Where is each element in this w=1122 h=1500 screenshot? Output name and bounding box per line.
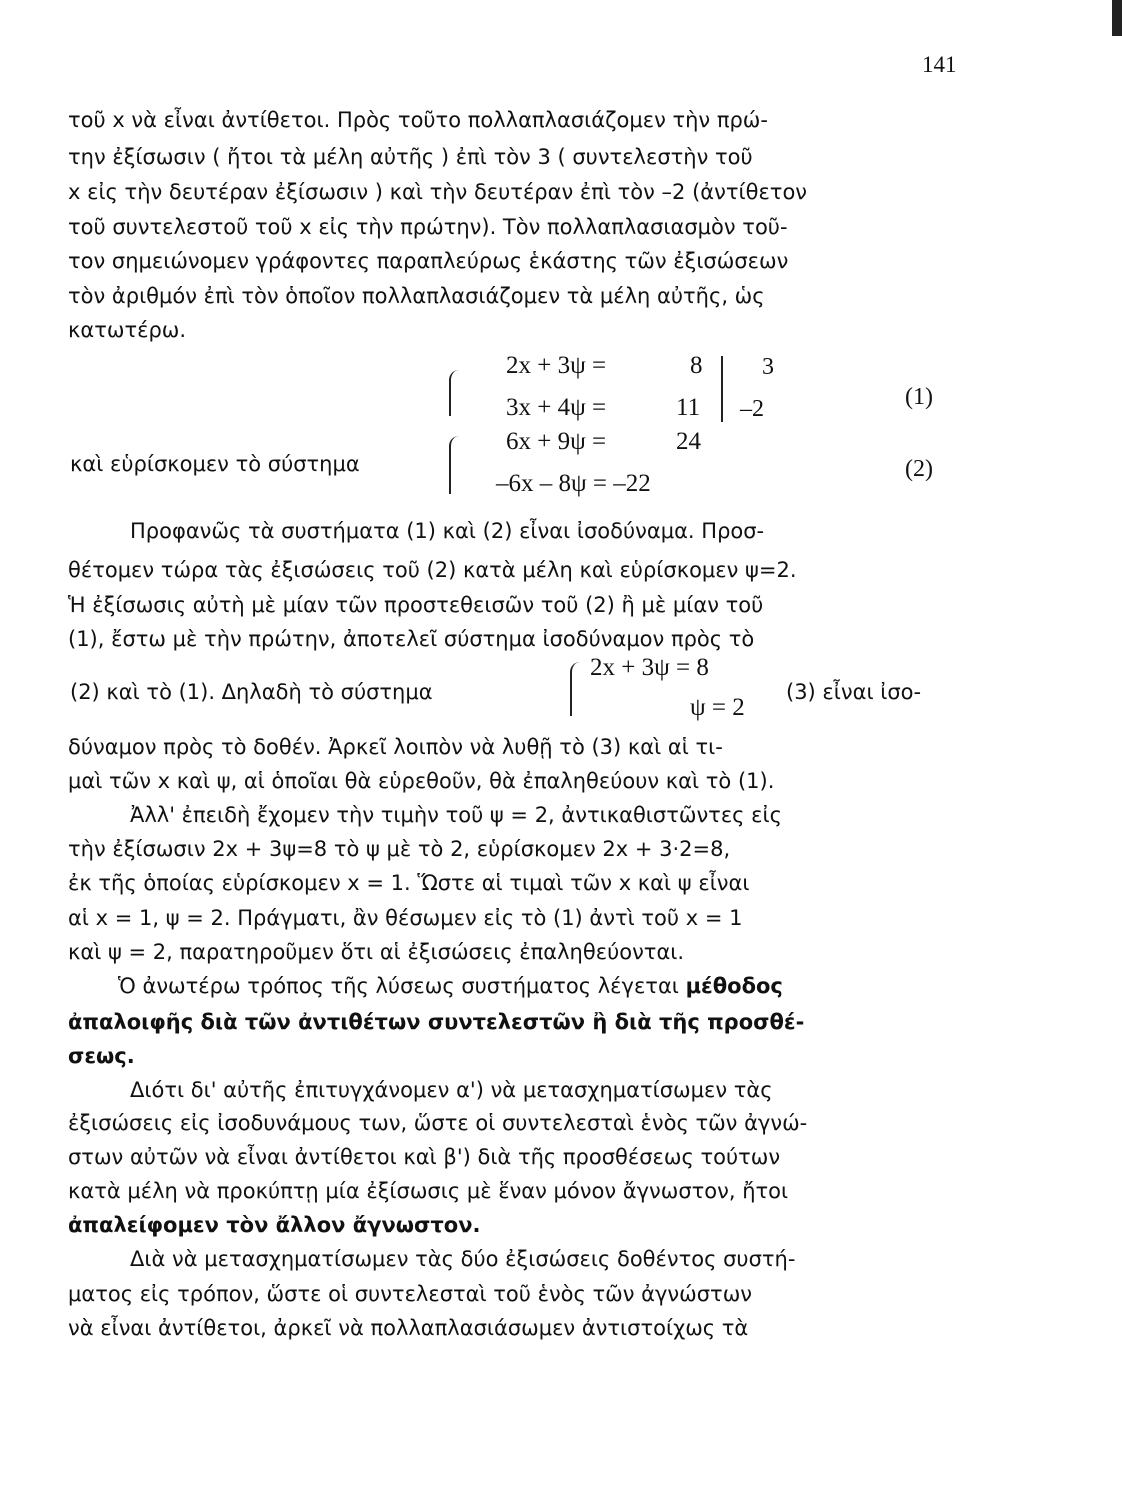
text-line: κατὰ μέλη νὰ προκύπτῃ μία ἐξίσωσις μὲ ἕναν μόνον ἄγνωστον, ἤτοι [68, 1179, 789, 1203]
text-line: Ἀλλ' ἐπειδὴ ἔχομεν τὴν τιμὴν τοῦ ψ = 2, ἀντικαθιστῶντες εἰς [130, 803, 782, 827]
system-tag: (3) εἶναι ἰσο- [786, 680, 922, 704]
equation: –6x – 8ψ = –22 [496, 470, 651, 497]
definition-lead: Ὁ ἀνωτέρω τρόπος τῆς λύσεως συστήματος λέγεται [118, 974, 679, 998]
text-line: την ἐξίσωσιν ( ἤτοι τὰ μέλη αὐτῆς ) ἐπὶ τὸν 3 ( συντελεστὴν τοῦ [68, 145, 753, 169]
text-line: Διότι δι' αὐτῆς ἐπιτυγχάνομεν α') νὰ μετασχηματίσωμεν τὰς [130, 1078, 773, 1102]
equation-rhs: 24 [676, 428, 701, 455]
system-tag: (2) [905, 456, 933, 482]
text-line: καὶ ψ = 2, παρατηροῦμεν ὅτι αἱ ἐξισώσεις ἐπαληθεύονται. [68, 940, 685, 964]
text-line: νὰ εἶναι ἀντίθετοι, ἀρκεῖ νὰ πολλαπλασιάσωμεν ἀντιστοίχως τὰ [68, 1316, 749, 1340]
multiplier: 3 [762, 354, 774, 380]
scan-edge-mark [1112, 0, 1122, 36]
text-line: ἐκ τῆς ὁποίας εὑρίσκομεν x = 1. Ὥστε αἱ τιμαὶ τῶν x καὶ ψ εἶναι [68, 871, 750, 895]
equation: 3x + 4ψ = [506, 394, 607, 421]
text-line: (1), ἔστω μὲ τὴν πρώτην, ἀποτελεῖ σύστημα ἰσοδύναμον πρὸς τὸ [68, 627, 755, 651]
brace [570, 662, 582, 716]
text-line: μαὶ τῶν x καὶ ψ, αἱ ὁποῖαι θὰ εὑρεθοῦν, θὰ ἐπαληθεύουν καὶ τὸ (1). [68, 769, 775, 793]
brace [449, 436, 461, 494]
text-line: τοῦ x νὰ εἶναι ἀντίθετοι. Πρὸς τοῦτο πολλαπλασιάζομεν τὴν πρώ- [68, 108, 768, 132]
bold-conclusion: ἀπαλείφομεν τὸν ἄλλον ἄγνωστον. [68, 1213, 481, 1237]
equation: 2x + 3ψ = [506, 352, 607, 379]
text-line: κατωτέρω. [68, 318, 187, 342]
system-label: καὶ εὑρίσκομεν τὸ σύστημα [70, 452, 360, 476]
text-line: τοῦ συντελεστοῦ τοῦ x εἰς τὴν πρώτην). Τὸν πολλαπλασιασμὸν τοῦ- [68, 215, 788, 239]
text-line: δύναμον πρὸς τὸ δοθέν. Ἀρκεῖ λοιπὸν νὰ λυθῇ τὸ (3) καὶ αἱ τι- [68, 735, 723, 759]
equation: 2x + 3ψ = 8 [590, 654, 709, 681]
method-name: σεως. [68, 1044, 135, 1068]
text-line: τὸν ἀριθμόν ἐπὶ τὸν ὁποῖον πολλαπλασιάζομεν τὰ μέλη αὐτῆς, ὡς [68, 284, 765, 308]
equation: 6x + 9ψ = [506, 428, 607, 455]
method-name: μέθοδος [685, 974, 783, 998]
text-line: τον σημειώνομεν γράφοντες παραπλεύρως ἑκάστης τῶν ἐξισώσεων [68, 249, 789, 273]
equation: ψ = 2 [690, 694, 745, 721]
text-line: στων αὐτῶν νὰ εἶναι ἀντίθετοι καὶ β') διὰ τῆς προσθέσεως τούτων [68, 1145, 781, 1169]
equation-rhs: 8 [690, 352, 703, 379]
brace [449, 370, 461, 416]
multiplier: –2 [740, 396, 764, 422]
text-line: Ἡ ἐξίσωσις αὐτὴ μὲ μίαν τῶν προστεθεισῶν τοῦ (2) ἢ μὲ μίαν τοῦ [68, 593, 764, 617]
method-name: ἀπαλοιφῆς διὰ τῶν ἀντιθέτων συντελεστῶν ἢ διὰ τῆς προσθέ- [68, 1010, 805, 1034]
system-label: (2) καὶ τὸ (1). Δηλαδὴ τὸ σύστημα [70, 680, 433, 704]
page-number: 141 [922, 52, 957, 77]
text-line: ἐξισώσεις εἰς ἰσοδυνάμους των, ὥστε οἱ συντελεσταὶ ἑνὸς τῶν ἀγνώ- [68, 1111, 808, 1135]
text-line: x εἰς τὴν δευτέραν ἐξίσωσιν ) καὶ τὴν δευτέραν ἐπὶ τὸν –2 (ἀντίθετον [68, 180, 808, 204]
text-line: ματος εἰς τρόπον, ὥστε οἱ συντελεσταὶ τοῦ ἑνὸς τῶν ἀγνώστων [68, 1282, 753, 1306]
system-tag: (1) [905, 384, 933, 410]
text-line [68, 970, 948, 1002]
text-line: Προφανῶς τὰ συστήματα (1) καὶ (2) εἶναι ἰσοδύναμα. Προσ- [130, 519, 765, 543]
text-line: τὴν ἐξίσωσιν 2x + 3ψ=8 τὸ ψ μὲ τὸ 2, εὑρίσκομεν 2x + 3·2=8, [68, 837, 731, 861]
equation-rhs: 11 [676, 394, 701, 421]
multiplier-divider [721, 356, 723, 422]
text-line: Διὰ νὰ μετασχηματίσωμεν τὰς δύο ἐξισώσεις δοθέντος συστή- [130, 1247, 796, 1271]
text-line: αἱ x = 1, ψ = 2. Πράγματι, ἂν θέσωμεν εἰς τὸ (1) ἀντὶ τοῦ x = 1 [68, 906, 743, 930]
text-line: θέτομεν τώρα τὰς ἐξισώσεις τοῦ (2) κατὰ μέλη καὶ εὑρίσκομεν ψ=2. [68, 558, 797, 582]
